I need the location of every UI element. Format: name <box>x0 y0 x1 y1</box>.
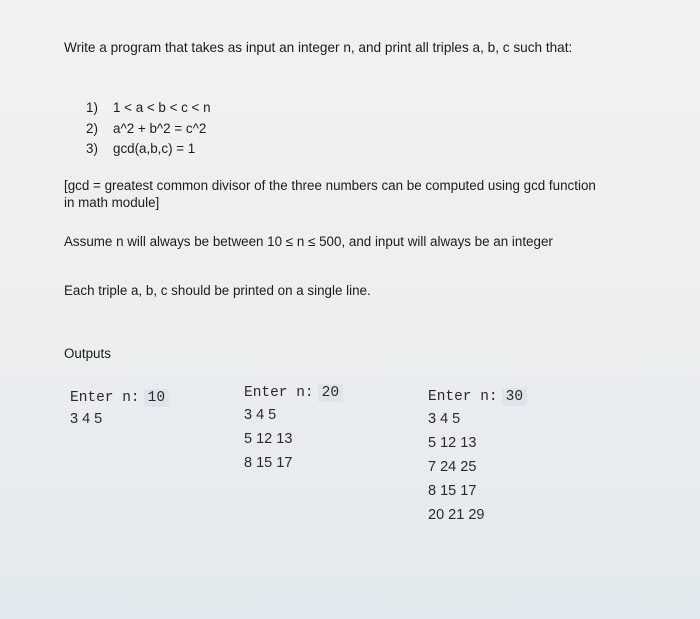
prompt-label: Enter n: <box>70 390 140 406</box>
gcd-note-line-2: in math module] <box>64 195 160 210</box>
outputs-heading: Outputs <box>64 346 111 361</box>
condition-text: gcd(a,b,c) = 1 <box>113 141 196 156</box>
output-line: 5 12 13 <box>428 435 477 451</box>
assumption-text: Assume n will always be between 10 ≤ n ≤ 500, and input will always be an integer <box>64 234 553 249</box>
output-line: 3 4 5 <box>244 407 277 423</box>
gcd-note-line-1: [gcd = greatest common divisor of the three numbers can be computed using gcd function <box>64 178 596 193</box>
condition-text: 1 < a < b < c < n <box>113 100 211 115</box>
output-line: 8 15 17 <box>244 455 293 471</box>
output-format-text: Each triple a, b, c should be printed on a single line. <box>64 283 371 298</box>
condition-number: 2) <box>86 121 98 136</box>
condition-text: a^2 + b^2 = c^2 <box>113 121 207 136</box>
example-output-2 <box>244 384 343 471</box>
input-prompt <box>244 384 343 402</box>
problem-statement: Write a program that takes as input an integer n, and print all triples a, b, c such that: <box>64 40 573 55</box>
example-output-1 <box>70 389 169 427</box>
example-output-3 <box>428 388 527 523</box>
input-value: 20 <box>318 384 343 402</box>
output-line: 5 12 13 <box>244 431 293 447</box>
condition-number: 3) <box>86 141 98 156</box>
prompt-label: Enter n: <box>244 385 314 401</box>
output-line: 20 21 29 <box>428 507 485 523</box>
condition-number: 1) <box>86 100 98 115</box>
prompt-label: Enter n: <box>428 389 498 405</box>
input-prompt <box>428 388 527 406</box>
output-line: 8 15 17 <box>428 483 477 499</box>
output-line: 7 24 25 <box>428 459 477 475</box>
input-prompt <box>70 389 169 407</box>
input-value: 10 <box>144 389 169 407</box>
input-value: 30 <box>502 388 527 406</box>
gcd-note <box>64 177 596 211</box>
output-line: 3 4 5 <box>428 411 461 427</box>
output-line: 3 4 5 <box>70 411 103 427</box>
